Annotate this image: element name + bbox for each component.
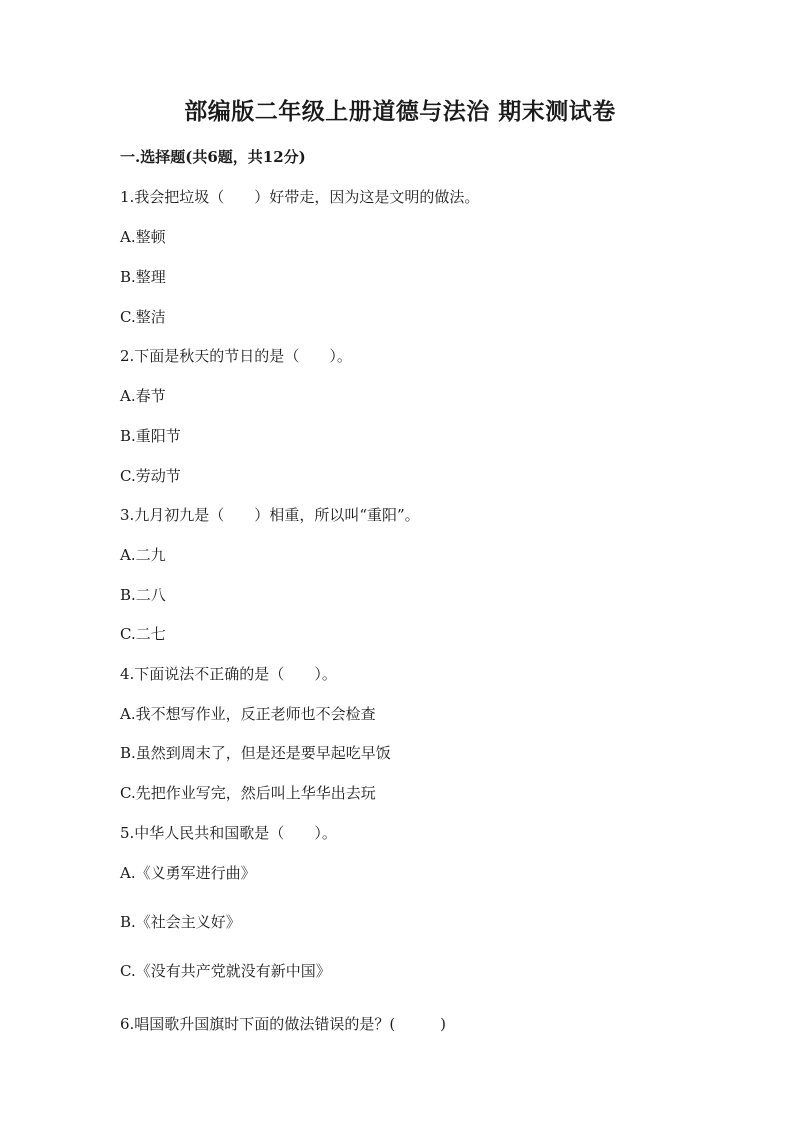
- question-2-option-a: A.春节: [120, 387, 166, 405]
- question-1-option-b: B.整理: [120, 268, 166, 286]
- question-2-option-b: B.重阳节: [120, 427, 181, 445]
- question-1-option-a: A.整顿: [120, 228, 166, 246]
- question-5-option-a: A.《义勇军进行曲》: [120, 864, 256, 882]
- question-stem-4: 4.下面说法不正确的是（ ）。: [120, 665, 337, 683]
- question-4-option-a: A.我不想写作业，反正老师也不会检查: [120, 705, 376, 723]
- question-stem-3: 3.九月初九是（ ）相重，所以叫“重阳”。: [120, 506, 420, 524]
- question-4-option-c: C.先把作业写完，然后叫上华华出去玩: [120, 784, 376, 802]
- question-4-option-b: B.虽然到周末了，但是还是要早起吃早饭: [120, 744, 391, 762]
- page-title: 部编版二年级上册道德与法治 期末测试卷: [184, 98, 616, 125]
- question-stem-2: 2.下面是秋天的节日的是（ ）。: [120, 347, 352, 365]
- question-stem-6: 6.唱国歌升国旗时下面的做法错误的是？( ): [120, 1015, 447, 1033]
- question-3-option-a: A.二九: [120, 546, 166, 564]
- question-5-option-b: B.《社会主义好》: [120, 913, 241, 931]
- question-stem-1: 1.我会把垃圾（ ）好带走，因为这是文明的做法。: [120, 188, 480, 206]
- question-3-option-b: B.二八: [120, 586, 166, 604]
- section-heading: 一.选择题(共6题，共12分): [120, 148, 306, 166]
- question-3-option-c: C.二七: [120, 625, 166, 643]
- question-2-option-c: C.劳动节: [120, 467, 181, 485]
- question-stem-5: 5.中华人民共和国歌是（ ）。: [120, 824, 337, 842]
- question-5-option-c: C.《没有共产党就没有新中国》: [120, 962, 331, 980]
- question-1-option-c: C.整洁: [120, 308, 166, 326]
